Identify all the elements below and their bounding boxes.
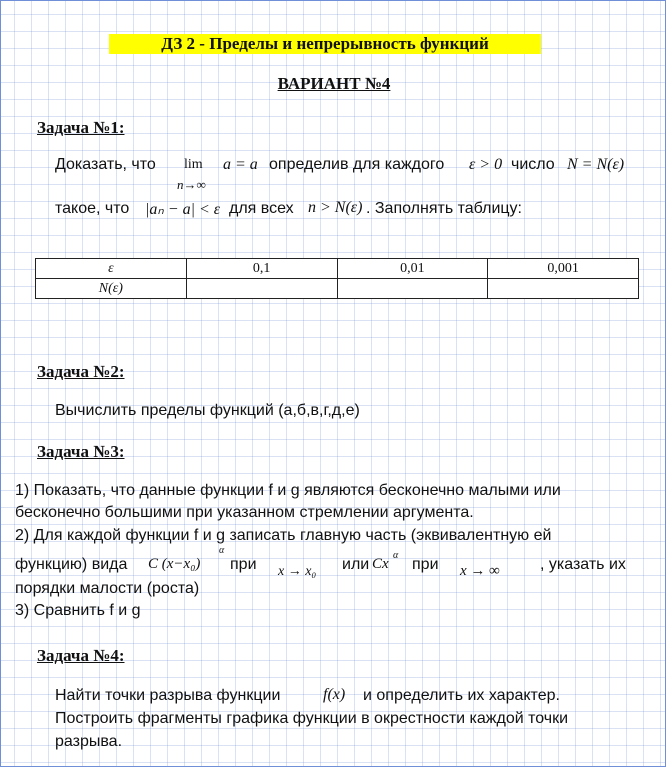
table-row (36, 259, 639, 279)
task1-text-prefix: Доказать, что (55, 156, 156, 173)
table-cell: ε (36, 259, 187, 279)
task1-text-line2: такое, что (55, 200, 130, 217)
table-cell (337, 279, 488, 299)
task3-p2-end: , указать их (540, 556, 626, 573)
task4-line3: разрыва. (55, 733, 123, 750)
function-fx: f(x) (323, 686, 346, 703)
n-of-epsilon: N = N(ε) (567, 156, 625, 173)
cx-expr: Cx (372, 556, 389, 572)
epsilon-table (35, 258, 639, 299)
main-part-expr: C (x−x₀) (148, 556, 201, 572)
table-cell: 0,001 (488, 259, 639, 279)
alpha-exponent-2: α (393, 550, 399, 561)
task4-heading: Задача №4: (37, 646, 125, 665)
task4-line2: Построить фрагменты графика функции в окрестности каждой точки (55, 710, 569, 727)
table-cell: 0,1 (186, 259, 337, 279)
task3-p2-line1: 2) Для каждой функции f и g записать главную часть (эквивалентную ей (15, 527, 552, 544)
page-title: ДЗ 2 - Пределы и непрерывность функций (109, 34, 541, 54)
variant-title: ВАРИАНТ №4 (277, 74, 391, 93)
table-cell (186, 279, 337, 299)
word-ili: или (342, 556, 370, 573)
task1-text-mid: определив для каждого (269, 156, 445, 173)
task2-text: Вычислить пределы функций (а,б,в,г,д,е) (55, 402, 360, 419)
word-pri-2: при (412, 556, 439, 573)
task4-l1-suffix: и определить их характер. (363, 687, 560, 704)
table-row (36, 279, 639, 299)
task1-text-all: для всех (229, 200, 294, 217)
x-to-x0: x → x₀ (278, 564, 317, 579)
task3-p2-w1: функцию) вида (15, 556, 128, 573)
table-cell: 0,01 (337, 259, 488, 279)
task1-text-suffix: . Заполнять таблицу: (366, 200, 522, 217)
task3-heading: Задача №3: (37, 442, 125, 461)
task3-p1-line2: бесконечно большими при указанном стремлении аргумента. (15, 504, 474, 521)
word-pri-1: при (230, 556, 257, 573)
x-to-infinity: x → ∞ (460, 563, 500, 579)
abs-inequality: |aₙ − a| < ε (145, 201, 221, 218)
alpha-exponent: α (219, 545, 225, 556)
task3-p2-line3: порядки малости (роста) (15, 580, 200, 597)
task1-text-num: число (511, 156, 555, 173)
task2-heading: Задача №2: (37, 362, 125, 381)
task4-l1-prefix: Найти точки разрыва функции (55, 687, 281, 704)
table-cell (488, 279, 639, 299)
lim-symbol: lim (184, 157, 203, 172)
n-condition: n > N(ε) (308, 199, 363, 216)
task3-p1-line1: 1) Показать, что данные функции f и g являются бесконечно малыми или (15, 482, 561, 499)
table-cell: N(ε) (36, 279, 187, 299)
lim-subscript: n→∞ (177, 177, 206, 192)
task3-p3: 3) Сравнить f и g (15, 602, 141, 619)
task1-heading: Задача №1: (37, 118, 125, 137)
limit-expression: a = a (223, 156, 258, 173)
epsilon-condition: ε > 0 (469, 156, 503, 173)
